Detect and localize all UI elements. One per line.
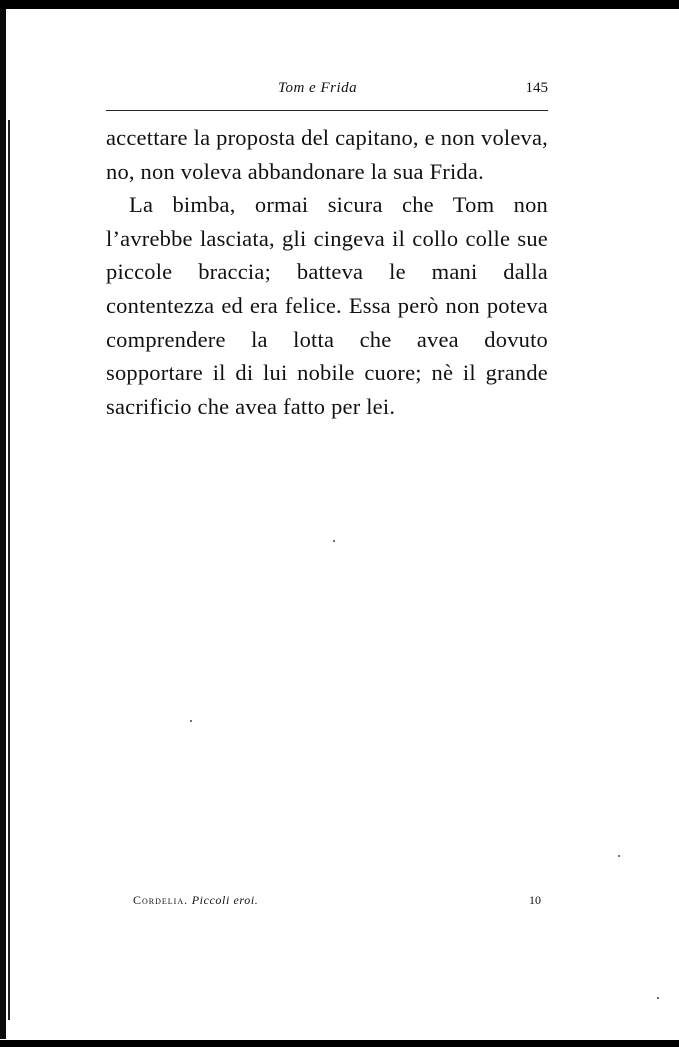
- scan-speck: [333, 540, 335, 542]
- scan-bottom-border: [0, 1040, 679, 1047]
- scan-left-edge: [0, 9, 6, 1039]
- page-header: [106, 78, 548, 100]
- header-rule: [106, 110, 548, 111]
- body-text: [106, 121, 548, 423]
- paragraph: accettare la proposta del capitano, e non voleva, no, non voleva abbandonare la sua Frida.: [106, 125, 548, 184]
- page-number: 145: [525, 80, 548, 96]
- signature-mark: [133, 893, 258, 908]
- scan-speck: [657, 997, 659, 999]
- paragraph: La bimba, ormai sicura che Tom non l’avrebbe lasciata, gli cingeva il collo colle sue piccole braccia; batteva le mani dalla contentezza ed era felice. Essa però non poteva comprendere la lotta che avea dovuto sopportare il di lui nobile cuore; nè il grande sacrificio che avea fatto per lei.: [106, 192, 548, 419]
- signature-author: Cordelia.: [133, 893, 189, 907]
- page-footer: [133, 893, 541, 913]
- signature-work: Piccoli eroi.: [191, 893, 259, 907]
- scan-top-border: [0, 0, 679, 9]
- signature-number: 10: [529, 893, 541, 907]
- running-title: Tom e Frida: [278, 80, 358, 96]
- scan-speck: [190, 720, 192, 722]
- scan-speck: [618, 855, 620, 857]
- scan-left-edge-line: [8, 120, 10, 1020]
